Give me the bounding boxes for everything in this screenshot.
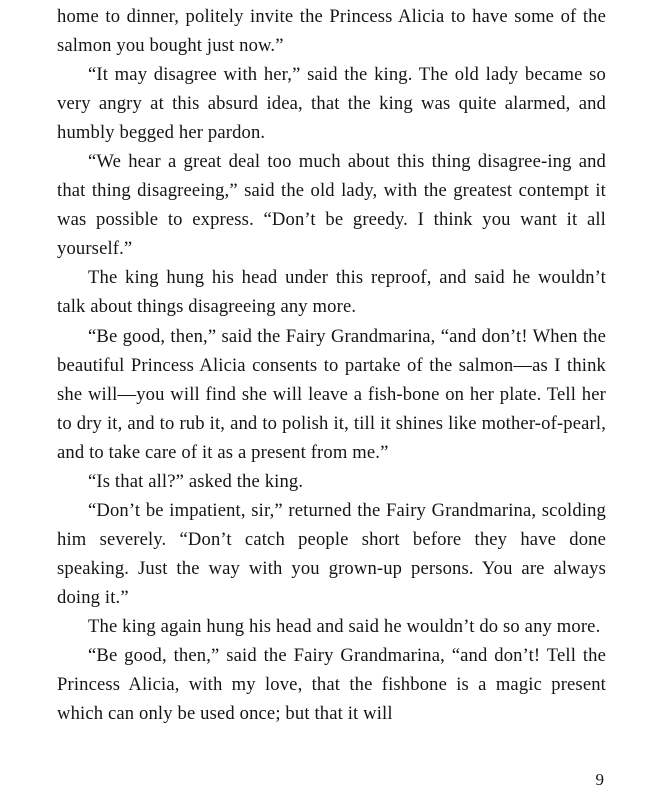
paragraph-2: “It may disagree with her,” said the king. The old lady became so very angry at this absurd idea, that the king was quite alarmed, and humbly begged her pardon. xyxy=(57,64,606,144)
page-number: 9 xyxy=(595,770,604,789)
paragraph-8: The king again hung his head and said he wouldn’t do so any more. xyxy=(88,615,601,637)
paragraph-9: “Be good, then,” said the Fairy Grandmarina, “and don’t! Tell the Princess Alicia, with my love, that the fishbone is a magic present which can only be used once; but that it will xyxy=(57,645,606,725)
paragraph-5: “Be good, then,” said the Fairy Grandmarina, “and don’t! When the beautiful Princess Alicia consents to partake of the salmon—as I think she will—you will find she will leave a fish-bone on her plate. Tell her to dry it, and to rub it, and to polish it, till it shines like mother-of-pearl, and to take care of it as a present from me.” xyxy=(57,325,606,463)
page-text xyxy=(57,2,606,728)
paragraph-1: home to dinner, politely invite the Princess Alicia to have some of the salmon you bought just now.” xyxy=(57,6,606,57)
paragraph-3: “We hear a great deal too much about this thing disagree-ing and that thing disagreeing,” said the old lady, with the greatest contempt it was possible to express. “Don’t be greedy. I think you want it all yourself.” xyxy=(57,151,606,260)
paragraph-4: The king hung his head under this reproof, and said he wouldn’t talk about things disagreeing any more. xyxy=(57,267,606,318)
paragraph-7: “Don’t be impatient, sir,” returned the Fairy Grandmarina, scolding him severely. “Don’t catch people short before they have done speaking. Just the way with you grown-up persons. You are always doing it.” xyxy=(57,499,606,608)
paragraph-6: “Is that all?” asked the king. xyxy=(88,470,304,492)
